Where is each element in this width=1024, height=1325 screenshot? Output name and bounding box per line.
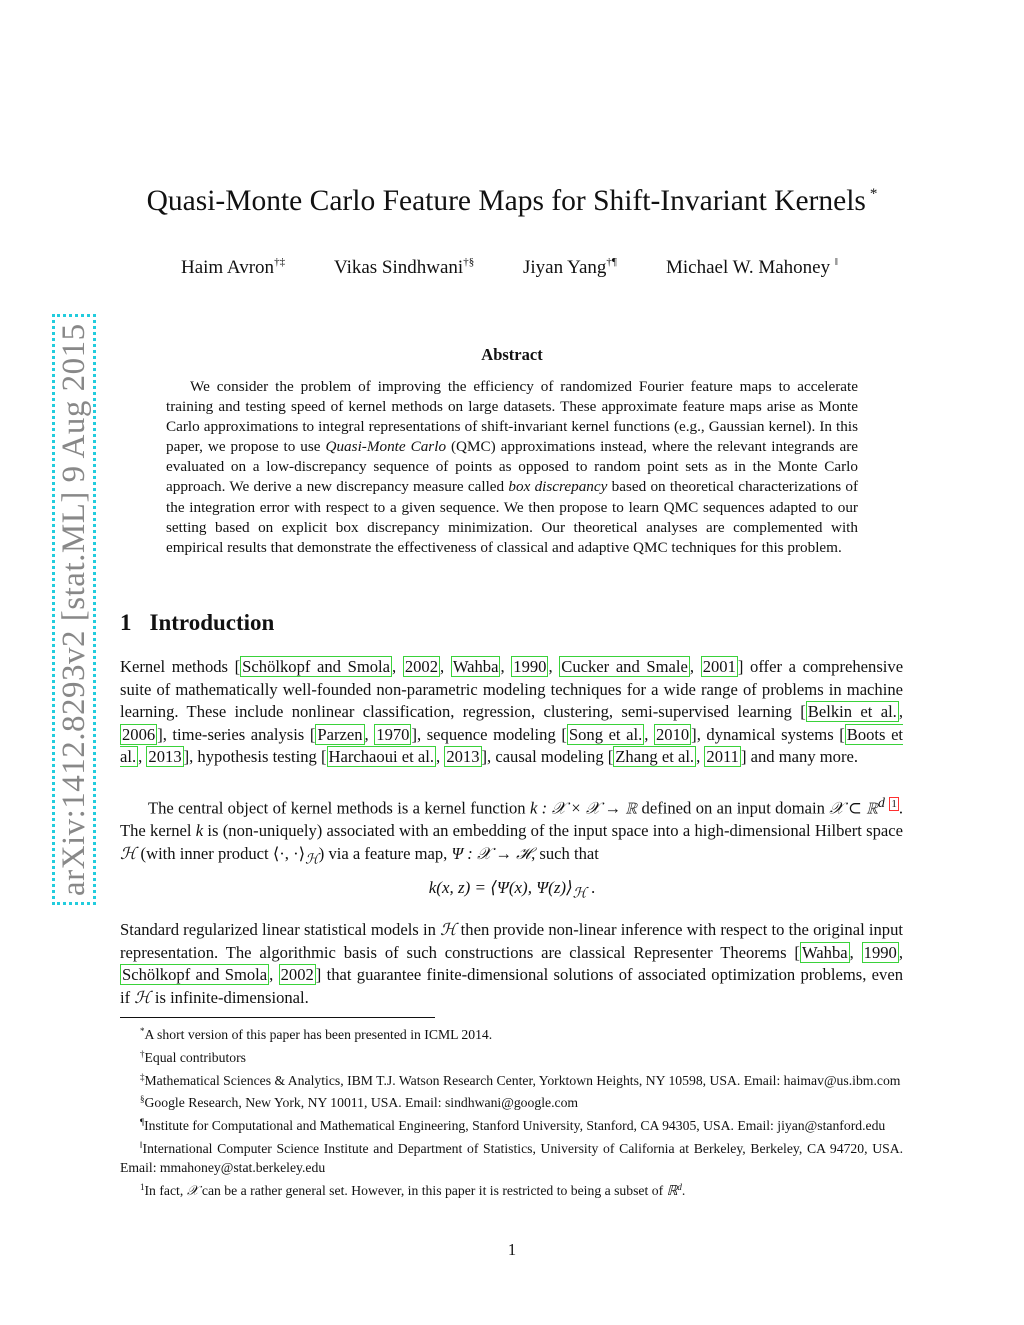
footnote-mark: 1 [140,1181,145,1192]
citation-link[interactable]: 2002 [280,965,314,985]
footnote-divider [120,1017,435,1018]
math-inline: k [195,821,204,841]
author-name: Haim Avron [181,257,275,278]
body-text: then provide non-linear inference with respect to the original input representation. The algorithmic basis of such constructions are classical Representer Theorems [ [120,920,903,962]
citation-link[interactable]: Schölkopf and Smola [242,657,391,676]
body-text: is infinite-dimensional. [150,987,309,1007]
footnote-item [120,1178,903,1201]
footnote-text: . [681,1182,686,1198]
footnote-mark: * [140,1026,145,1036]
body-text: (with inner product [136,843,273,863]
author-marks: †¶ [606,256,617,268]
math-inline: 𝒳 ⊂ ℝ [829,798,879,818]
citation-link[interactable]: Cucker and Smale [561,657,688,676]
body-text: Kernel methods [ [120,657,241,676]
author-marks: †§ [463,256,475,268]
citation-link[interactable]: 2006 [122,724,156,744]
intro-paragraph-1: Kernel methods [ Schölkopf and Smola , 2002 , Wahba , 1990 , Cucker and Smale , 2001 ] offer a comprehensive suite of mathematically well-founded non-parametric modeling techniques for a wide range of problems in machine learning. These include nonlinear classification, regression, clustering, semi-supervised learning [ Belkin et al. , 2006 ], time-series analysis [ Parzen , 1970 ], sequence modeling [ Song et al. , 2010 ], dynamical systems [ Boots et al. , 2013 ], hypothesis testing [ Harchaoui et al. , 2013 ], causal modeling [ Zhang et al. , 2011 ] and many more. [120,657,904,767]
author-marks: ‖ [834,256,838,268]
equation-end: . [586,878,596,897]
paper-title [0,185,1024,218]
author-3 [523,256,617,279]
citation-link[interactable]: Wahba [452,657,499,676]
math-superscript: d [878,795,885,810]
section-heading [120,610,274,636]
citation-link[interactable]: 2010 [655,724,690,744]
abstract-emphasis: box discrepancy [508,478,608,496]
footnote-text: A short version of this paper has been presented in ICML 2014. [144,1027,493,1042]
footnote-text: Google Research, New York, NY 10011, USA. Email: sindhwani@google.com [144,1095,579,1111]
author-1 [181,256,285,279]
footnote-mark: § [140,1094,145,1105]
body-text: ], causal modeling [ [481,747,614,767]
body-text: ] offer a comprehensive suite of mathematically well-founded non-parametric modeling techniques for a wide range of problems in machine learning. These include nonlinear classification, regression, clustering, semi-supervised learning [ [120,657,904,722]
page-number: 1 [507,1240,517,1259]
math-inline: ℋ [134,987,151,1007]
footnote-text: can be a rather general set. However, in this paper it is restricted to being a subset of [198,1182,667,1198]
section-title: Introduction [149,610,275,635]
title-text: Quasi-Monte Carlo Feature Maps for Shift-Invariant Kernels [146,185,866,217]
body-text: The central object of kernel methods is a kernel function [148,798,530,818]
citation-link[interactable]: 2011 [706,747,739,767]
body-text: , such that [531,843,599,863]
citation-link[interactable]: 1990 [863,942,897,962]
math-inline: 𝒳 [186,1182,199,1198]
footnote-item [120,1045,903,1068]
author-name: Vikas Sindhwani [334,257,464,278]
citation-link[interactable]: Harchaoui et al. [328,747,435,767]
citation-link[interactable]: Belkin et al. [807,702,897,722]
equation-subscript: ℋ [572,885,587,902]
display-equation [0,878,1024,902]
math-superscript: d [677,1181,682,1192]
body-text: ], time-series analysis [ [157,724,316,744]
footnote-text: Institute for Computational and Mathematical Engineering, Stanford University, Stanford, CA 94305, USA. Email: jiyan@stanford.edu [144,1118,886,1134]
citation-link[interactable]: 2013 [148,747,182,767]
body-text: defined on an input domain [637,798,830,818]
body-text: Standard regularized linear statistical models in [120,920,441,939]
abstract-text: (QMC) approximations instead, where the relevant integrands are evaluated on a low-discrepancy sequence of points as opposed to random point sets as in the Monte Carlo approach. We derive a new discrepancy measure called [166,438,858,496]
footnote-mark: † [140,1048,145,1059]
citation-link[interactable]: Zhang et al. [615,747,695,767]
math-inline: ℋ [120,843,137,863]
math-subscript: ℋ [305,851,319,867]
title-footnote-mark: * [869,186,878,202]
footnote-item [120,1113,903,1136]
body-text: ] that guarantee finite-dimensional solutions of associated optimization problems, even if [120,965,903,1007]
citation-link[interactable]: 1970 [376,724,410,744]
intro-paragraph-3: Standard regularized linear statistical models in ℋ then provide non-linear inference with respect to the original input representation. The algorithmic basis of such constructions are classical Representer Theorems [ Wahba , 1990 , Schölkopf and Smola , 2002 ] that guarantee finite-dimensional solutions of associated optimization problems, even if ℋ is infinite-dimensional. [120,920,903,1007]
author-marks: †‡ [274,256,286,268]
footnotes [120,1022,903,1200]
abstract-text: We consider the problem of improving the efficiency of randomized Fourier feature maps to accelerate training and testing speed of kernel methods on large datasets. These approximate feature maps arise as Monte Carlo approximations to integral representations of shift-invariant kernel functions (e.g., Gaussian kernel). In this paper, we propose to use [166,378,858,456]
citation-link[interactable]: 1990 [513,657,547,676]
author-2 [334,256,474,279]
abstract-heading: Abstract [481,345,543,364]
footnote-text: International Computer Science Institute and Department of Statistics, University of California at Berkeley, Berkeley, CA 94720, USA. Email: mmahoney@stat.berkeley.edu [120,1140,903,1175]
citation-link[interactable]: 2013 [446,747,480,767]
citation-link[interactable]: Parzen [317,724,363,744]
footnote-text: In fact, [144,1182,187,1198]
math-inline: Ψ : 𝒳 → ℋ [451,843,532,863]
math-inline: ℝ [666,1182,678,1198]
author-name: Jiyan Yang [523,257,607,278]
citation-link[interactable]: Wahba [801,942,848,962]
math-inline: k : 𝒳 × 𝒳 → ℝ [529,798,638,818]
abstract-text: based on theoretical characterizations of the integration error with respect to a given sequence. We then propose to learn QMC sequences adapted to our setting based on explicit box discrepancy minimization. Our theoretical analyses are complemented with empirical results that demonstrate the effectiveness of classical and adaptive QMC techniques for this problem. [166,478,859,556]
footnote-link[interactable]: 1 [891,797,897,810]
footnote-mark: ‖ [140,1139,143,1150]
body-text: ], sequence modeling [ [411,724,567,744]
section-number: 1 [120,610,132,635]
abstract-emphasis: Quasi-Monte Carlo [325,438,447,456]
citation-link[interactable]: Schölkopf and Smola [122,965,268,985]
citation-link[interactable]: 2002 [404,657,439,676]
body-text: ], hypothesis testing [ [183,747,327,767]
arxiv-identifier-stamp[interactable]: arXiv:1412.8293v2 [stat.ML] 9 Aug 2015 [52,314,96,905]
body-text: . The kernel [120,798,903,841]
footnote-mark: ‡ [140,1071,145,1082]
intro-paragraph-2 [120,792,903,871]
math-inline: ℋ [440,920,457,939]
body-text: ], dynamical systems [ [691,724,845,744]
footnote-item [120,1136,903,1178]
footnote-mark: ¶ [140,1117,145,1128]
abstract-body [166,377,858,558]
author-4 [666,256,838,279]
footnote-item [120,1022,903,1045]
math-inline: ⟨·, ·⟩ [272,843,306,863]
footnote-item [120,1090,903,1113]
body-text: ] and many more. [740,747,859,767]
author-name: Michael W. Mahoney [666,257,831,278]
body-text: ) via a feature map, [318,843,452,863]
footnote-text: Equal contributors [144,1049,246,1065]
body-text: is (non-uniquely) associated with an embedding of the input space into a high-dimensional Hilbert space [203,821,903,841]
citation-link[interactable]: Song et al. [568,724,643,744]
citation-link[interactable]: 2001 [702,657,736,676]
footnote-item [120,1068,903,1091]
citation-link[interactable]: Boots et al. [120,724,904,767]
footnote-text: Mathematical Sciences & Analytics, IBM T.J. Watson Research Center, Yorktown Heights, NY 10598, USA. Email: haimav@us.ibm.com [144,1072,901,1088]
equation-body: k(x, z) = ⟨Ψ(x), Ψ(z)⟩ [428,878,573,897]
